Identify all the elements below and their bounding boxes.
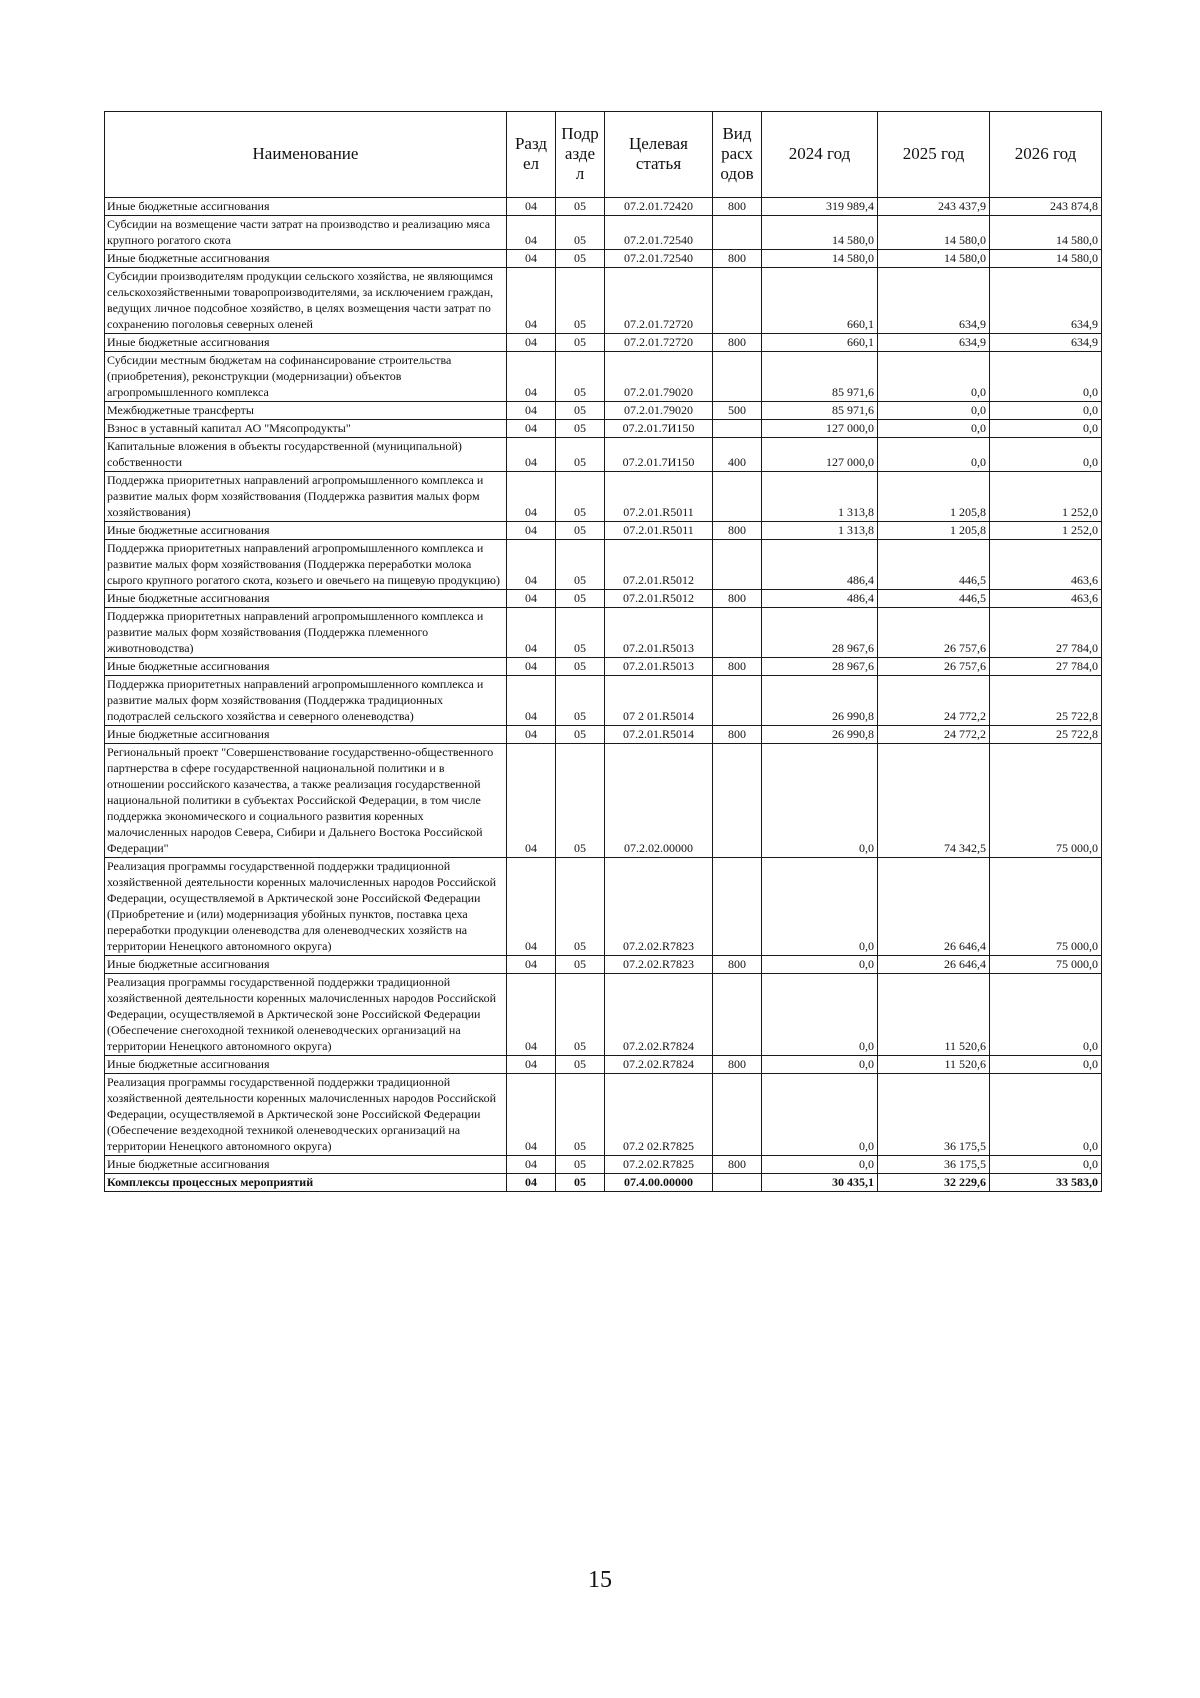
cell-code: 07.2.01.R5013 (605, 658, 713, 676)
cell-name: Межбюджетные трансферты (105, 402, 507, 420)
cell-razdel: 04 (507, 522, 556, 540)
cell-y2026: 75 000,0 (990, 858, 1102, 956)
cell-podrazdel: 05 (556, 858, 605, 956)
cell-y2026: 14 580,0 (990, 250, 1102, 268)
cell-razdel: 04 (507, 1156, 556, 1174)
table-row (105, 726, 1102, 744)
cell-y2026: 75 000,0 (990, 956, 1102, 974)
cell-vid: 800 (713, 956, 762, 974)
table-row (105, 1074, 1102, 1156)
cell-code: 07.2.02.R7823 (605, 858, 713, 956)
cell-code: 07.2.01.R5012 (605, 590, 713, 608)
cell-code: 07.2.01.R5012 (605, 540, 713, 590)
cell-podrazdel: 05 (556, 974, 605, 1056)
cell-vid: 500 (713, 402, 762, 420)
cell-vid (713, 608, 762, 658)
cell-code: 07.2.01.7И150 (605, 438, 713, 472)
cell-y2024: 0,0 (762, 1056, 878, 1074)
cell-podrazdel: 05 (556, 726, 605, 744)
cell-y2026: 634,9 (990, 334, 1102, 352)
cell-podrazdel: 05 (556, 540, 605, 590)
cell-vid: 800 (713, 334, 762, 352)
cell-code: 07.2.01.72720 (605, 334, 713, 352)
cell-vid (713, 472, 762, 522)
cell-y2025: 446,5 (878, 590, 990, 608)
cell-y2026: 0,0 (990, 420, 1102, 438)
cell-podrazdel: 05 (556, 1174, 605, 1192)
cell-y2025: 11 520,6 (878, 974, 990, 1056)
table-row (105, 540, 1102, 590)
header-razdel: Разд ел (507, 112, 556, 198)
budget-table (104, 111, 1102, 1192)
cell-y2025: 14 580,0 (878, 216, 990, 250)
cell-name: Иные бюджетные ассигнования (105, 1056, 507, 1074)
cell-code: 07 2 01.R5014 (605, 676, 713, 726)
cell-razdel: 04 (507, 250, 556, 268)
cell-y2024: 1 313,8 (762, 472, 878, 522)
cell-y2026: 14 580,0 (990, 216, 1102, 250)
cell-y2026: 25 722,8 (990, 726, 1102, 744)
cell-podrazdel: 05 (556, 352, 605, 402)
cell-code: 07.2.01.72420 (605, 198, 713, 216)
table-row (105, 402, 1102, 420)
cell-name: Поддержка приоритетных направлений агропромышленного комплекса и развитие малых форм хозяйствования (Поддержка переработки молока сырого крупного рогатого скота, козьего и овечьего на пищевую продукцию) (105, 540, 507, 590)
cell-razdel: 04 (507, 658, 556, 676)
table-row (105, 608, 1102, 658)
table-row (105, 956, 1102, 974)
cell-name: Иные бюджетные ассигнования (105, 956, 507, 974)
cell-vid (713, 974, 762, 1056)
cell-y2026: 0,0 (990, 1156, 1102, 1174)
table-row (105, 198, 1102, 216)
table-row (105, 858, 1102, 956)
cell-vid: 800 (713, 1056, 762, 1074)
cell-code: 07.2.02.R7825 (605, 1156, 713, 1174)
cell-name: Взнос в уставный капитал АО "Мясопродукты" (105, 420, 507, 438)
cell-vid (713, 744, 762, 858)
cell-code: 07.2.01.R5014 (605, 726, 713, 744)
cell-podrazdel: 05 (556, 590, 605, 608)
table-row (105, 744, 1102, 858)
cell-vid: 800 (713, 1156, 762, 1174)
cell-y2024: 660,1 (762, 334, 878, 352)
cell-y2025: 36 175,5 (878, 1156, 990, 1174)
cell-podrazdel: 05 (556, 608, 605, 658)
cell-vid: 800 (713, 250, 762, 268)
cell-y2024: 85 971,6 (762, 402, 878, 420)
cell-razdel: 04 (507, 744, 556, 858)
cell-razdel: 04 (507, 352, 556, 402)
cell-y2026: 634,9 (990, 268, 1102, 334)
cell-podrazdel: 05 (556, 1156, 605, 1174)
header-2025: 2025 год (878, 112, 990, 198)
table-row (105, 268, 1102, 334)
cell-y2026: 1 252,0 (990, 472, 1102, 522)
cell-name: Реализация программы государственной поддержки традиционной хозяйственной деятельности коренных малочисленных народов Российской Федерации, осуществляемой в Арктической зоне Российской Федерации (Обеспечение вездеходной техникой оленеводческих организаций на территории Ненецкого автономного округа) (105, 1074, 507, 1156)
cell-y2024: 14 580,0 (762, 216, 878, 250)
cell-y2025: 32 229,6 (878, 1174, 990, 1192)
cell-y2024: 28 967,6 (762, 608, 878, 658)
cell-y2024: 26 990,8 (762, 726, 878, 744)
cell-razdel: 04 (507, 590, 556, 608)
cell-y2024: 0,0 (762, 956, 878, 974)
cell-y2026: 27 784,0 (990, 608, 1102, 658)
cell-y2024: 85 971,6 (762, 352, 878, 402)
cell-name: Иные бюджетные ассигнования (105, 726, 507, 744)
cell-name: Иные бюджетные ассигнования (105, 250, 507, 268)
cell-y2024: 14 580,0 (762, 250, 878, 268)
cell-y2024: 30 435,1 (762, 1174, 878, 1192)
header-name: Наименование (105, 112, 507, 198)
cell-y2024: 127 000,0 (762, 438, 878, 472)
cell-name: Субсидии производителям продукции сельского хозяйства, не являющимся сельскохозяйственными товаропроизводителями, за исключением граждан, ведущих личное подсобное хозяйство, в целях возмещения части затрат по сохранению поголовья северных оленей (105, 268, 507, 334)
cell-name: Субсидии на возмещение части затрат на производство и реализацию мяса крупного рогатого скота (105, 216, 507, 250)
cell-y2025: 26 646,4 (878, 956, 990, 974)
cell-code: 07.2.02.00000 (605, 744, 713, 858)
cell-name: Реализация программы государственной поддержки традиционной хозяйственной деятельности коренных малочисленных народов Российской Федерации, осуществляемой в Арктической зоне Российской Федерации (Приобретение и (или) модернизация убойных пунктов, поставка цеха переработки продукции оленеводства для оленеводческих хозяйств на территории Ненецкого автономного округа) (105, 858, 507, 956)
cell-razdel: 04 (507, 472, 556, 522)
cell-y2024: 28 967,6 (762, 658, 878, 676)
cell-razdel: 04 (507, 1074, 556, 1156)
table-row (105, 438, 1102, 472)
cell-vid: 800 (713, 726, 762, 744)
cell-y2024: 0,0 (762, 858, 878, 956)
cell-vid (713, 352, 762, 402)
cell-vid (713, 420, 762, 438)
table-row (105, 216, 1102, 250)
cell-razdel: 04 (507, 1174, 556, 1192)
cell-y2026: 27 784,0 (990, 658, 1102, 676)
cell-vid: 400 (713, 438, 762, 472)
cell-podrazdel: 05 (556, 198, 605, 216)
cell-vid (713, 1074, 762, 1156)
cell-y2025: 0,0 (878, 438, 990, 472)
cell-code: 07.2.02.R7824 (605, 974, 713, 1056)
cell-name: Комплексы процессных мероприятий (105, 1174, 507, 1192)
cell-vid (713, 676, 762, 726)
cell-razdel: 04 (507, 726, 556, 744)
cell-y2024: 486,4 (762, 590, 878, 608)
cell-razdel: 04 (507, 956, 556, 974)
cell-code: 07.2.02.R7823 (605, 956, 713, 974)
cell-y2026: 75 000,0 (990, 744, 1102, 858)
cell-razdel: 04 (507, 676, 556, 726)
cell-y2025: 11 520,6 (878, 1056, 990, 1074)
cell-code: 07.2.01.72540 (605, 216, 713, 250)
cell-code: 07.2.02.R7824 (605, 1056, 713, 1074)
cell-podrazdel: 05 (556, 402, 605, 420)
cell-podrazdel: 05 (556, 1074, 605, 1156)
table-header-row (105, 112, 1102, 198)
cell-vid (713, 540, 762, 590)
cell-podrazdel: 05 (556, 522, 605, 540)
cell-y2025: 0,0 (878, 352, 990, 402)
cell-code: 07.2.01.R5011 (605, 522, 713, 540)
cell-vid: 800 (713, 658, 762, 676)
cell-razdel: 04 (507, 268, 556, 334)
cell-name: Региональный проект "Совершенствование государственно-общественного партнерства в сфере государственной национальной политики и в отношении российского казачества, а также реализация государственной национальной политики в субъектах Российской Федерации, в том числе поддержка экономического и социального развития коренных малочисленных народов Севера, Сибири и Дальнего Востока Российской Федерации" (105, 744, 507, 858)
cell-y2025: 0,0 (878, 420, 990, 438)
cell-y2025: 26 646,4 (878, 858, 990, 956)
cell-podrazdel: 05 (556, 438, 605, 472)
cell-name: Поддержка приоритетных направлений агропромышленного комплекса и развитие малых форм хозяйствования (Поддержка традиционных подотраслей сельского хозяйства и северного оленеводства) (105, 676, 507, 726)
cell-podrazdel: 05 (556, 1056, 605, 1074)
cell-podrazdel: 05 (556, 268, 605, 334)
cell-name: Иные бюджетные ассигнования (105, 590, 507, 608)
cell-name: Иные бюджетные ассигнования (105, 334, 507, 352)
cell-y2025: 24 772,2 (878, 676, 990, 726)
header-2024: 2024 год (762, 112, 878, 198)
cell-vid: 800 (713, 522, 762, 540)
header-expense-type: Вид расх одов (713, 112, 762, 198)
cell-y2024: 0,0 (762, 1074, 878, 1156)
cell-podrazdel: 05 (556, 420, 605, 438)
page-number: 15 (588, 1567, 612, 1593)
cell-name: Иные бюджетные ассигнования (105, 1156, 507, 1174)
cell-y2025: 446,5 (878, 540, 990, 590)
cell-vid (713, 1174, 762, 1192)
cell-podrazdel: 05 (556, 658, 605, 676)
cell-y2024: 127 000,0 (762, 420, 878, 438)
cell-vid: 800 (713, 590, 762, 608)
cell-code: 07.2 02.R7825 (605, 1074, 713, 1156)
cell-podrazdel: 05 (556, 334, 605, 352)
cell-podrazdel: 05 (556, 676, 605, 726)
cell-podrazdel: 05 (556, 216, 605, 250)
cell-y2026: 0,0 (990, 352, 1102, 402)
cell-y2026: 463,6 (990, 590, 1102, 608)
cell-y2025: 243 437,9 (878, 198, 990, 216)
table-row (105, 472, 1102, 522)
cell-y2025: 634,9 (878, 334, 990, 352)
header-2026: 2026 год (990, 112, 1102, 198)
cell-y2025: 74 342,5 (878, 744, 990, 858)
cell-name: Субсидии местным бюджетам на софинансирование строительства (приобретения), реконструкции (модернизации) объектов агропромышленного комплекса (105, 352, 507, 402)
cell-y2024: 319 989,4 (762, 198, 878, 216)
cell-code: 07.2.01.72720 (605, 268, 713, 334)
cell-vid (713, 216, 762, 250)
cell-razdel: 04 (507, 420, 556, 438)
table-row (105, 352, 1102, 402)
cell-razdel: 04 (507, 540, 556, 590)
table-row (105, 250, 1102, 268)
cell-y2024: 660,1 (762, 268, 878, 334)
table-row (105, 522, 1102, 540)
table-row (105, 590, 1102, 608)
cell-y2026: 0,0 (990, 402, 1102, 420)
header-target-article: Целевая статья (605, 112, 713, 198)
cell-y2025: 26 757,6 (878, 608, 990, 658)
cell-razdel: 04 (507, 1056, 556, 1074)
cell-razdel: 04 (507, 438, 556, 472)
cell-podrazdel: 05 (556, 956, 605, 974)
table-row (105, 974, 1102, 1056)
cell-y2026: 1 252,0 (990, 522, 1102, 540)
cell-y2025: 24 772,2 (878, 726, 990, 744)
cell-razdel: 04 (507, 974, 556, 1056)
cell-y2026: 0,0 (990, 438, 1102, 472)
table-row (105, 1056, 1102, 1074)
cell-y2025: 1 205,8 (878, 472, 990, 522)
cell-code: 07.2.01.R5013 (605, 608, 713, 658)
cell-code: 07.2.01.R5011 (605, 472, 713, 522)
cell-code: 07.2.01.79020 (605, 352, 713, 402)
cell-name: Иные бюджетные ассигнования (105, 658, 507, 676)
cell-podrazdel: 05 (556, 744, 605, 858)
cell-y2025: 0,0 (878, 402, 990, 420)
cell-vid (713, 268, 762, 334)
cell-y2026: 33 583,0 (990, 1174, 1102, 1192)
cell-y2025: 14 580,0 (878, 250, 990, 268)
cell-razdel: 04 (507, 402, 556, 420)
cell-y2026: 0,0 (990, 1056, 1102, 1074)
header-podrazdel: Подр азде л (556, 112, 605, 198)
cell-name: Капитальные вложения в объекты государственной (муниципальной) собственности (105, 438, 507, 472)
cell-y2025: 26 757,6 (878, 658, 990, 676)
table-row (105, 658, 1102, 676)
cell-y2024: 0,0 (762, 744, 878, 858)
cell-name: Поддержка приоритетных направлений агропромышленного комплекса и развитие малых форм хозяйствования (Поддержка развития малых форм хозяйствования) (105, 472, 507, 522)
cell-y2026: 0,0 (990, 1074, 1102, 1156)
cell-razdel: 04 (507, 216, 556, 250)
table-row (105, 1156, 1102, 1174)
cell-y2025: 36 175,5 (878, 1074, 990, 1156)
cell-y2024: 0,0 (762, 1156, 878, 1174)
cell-y2026: 243 874,8 (990, 198, 1102, 216)
table-total-row (105, 1174, 1102, 1192)
table-row (105, 420, 1102, 438)
cell-vid: 800 (713, 198, 762, 216)
cell-code: 07.2.01.79020 (605, 402, 713, 420)
cell-razdel: 04 (507, 608, 556, 658)
cell-y2025: 1 205,8 (878, 522, 990, 540)
cell-name: Иные бюджетные ассигнования (105, 198, 507, 216)
cell-code: 07.2.01.72540 (605, 250, 713, 268)
cell-y2026: 463,6 (990, 540, 1102, 590)
cell-name: Реализация программы государственной поддержки традиционной хозяйственной деятельности коренных малочисленных народов Российской Федерации, осуществляемой в Арктической зоне Российской Федерации (Обеспечение снегоходной техникой оленеводческих организаций на территории Ненецкого автономного округа) (105, 974, 507, 1056)
cell-y2024: 26 990,8 (762, 676, 878, 726)
table-row (105, 676, 1102, 726)
cell-code: 07.4.00.00000 (605, 1174, 713, 1192)
cell-podrazdel: 05 (556, 250, 605, 268)
cell-name: Иные бюджетные ассигнования (105, 522, 507, 540)
cell-code: 07.2.01.7И150 (605, 420, 713, 438)
cell-y2026: 0,0 (990, 974, 1102, 1056)
cell-vid (713, 858, 762, 956)
cell-y2024: 0,0 (762, 974, 878, 1056)
cell-y2024: 486,4 (762, 540, 878, 590)
cell-y2026: 25 722,8 (990, 676, 1102, 726)
table-row (105, 334, 1102, 352)
cell-razdel: 04 (507, 198, 556, 216)
cell-razdel: 04 (507, 334, 556, 352)
cell-y2025: 634,9 (878, 268, 990, 334)
cell-razdel: 04 (507, 858, 556, 956)
cell-y2024: 1 313,8 (762, 522, 878, 540)
table-body (105, 198, 1102, 1192)
cell-name: Поддержка приоритетных направлений агропромышленного комплекса и развитие малых форм хозяйствования (Поддержка племенного животноводства) (105, 608, 507, 658)
cell-podrazdel: 05 (556, 472, 605, 522)
